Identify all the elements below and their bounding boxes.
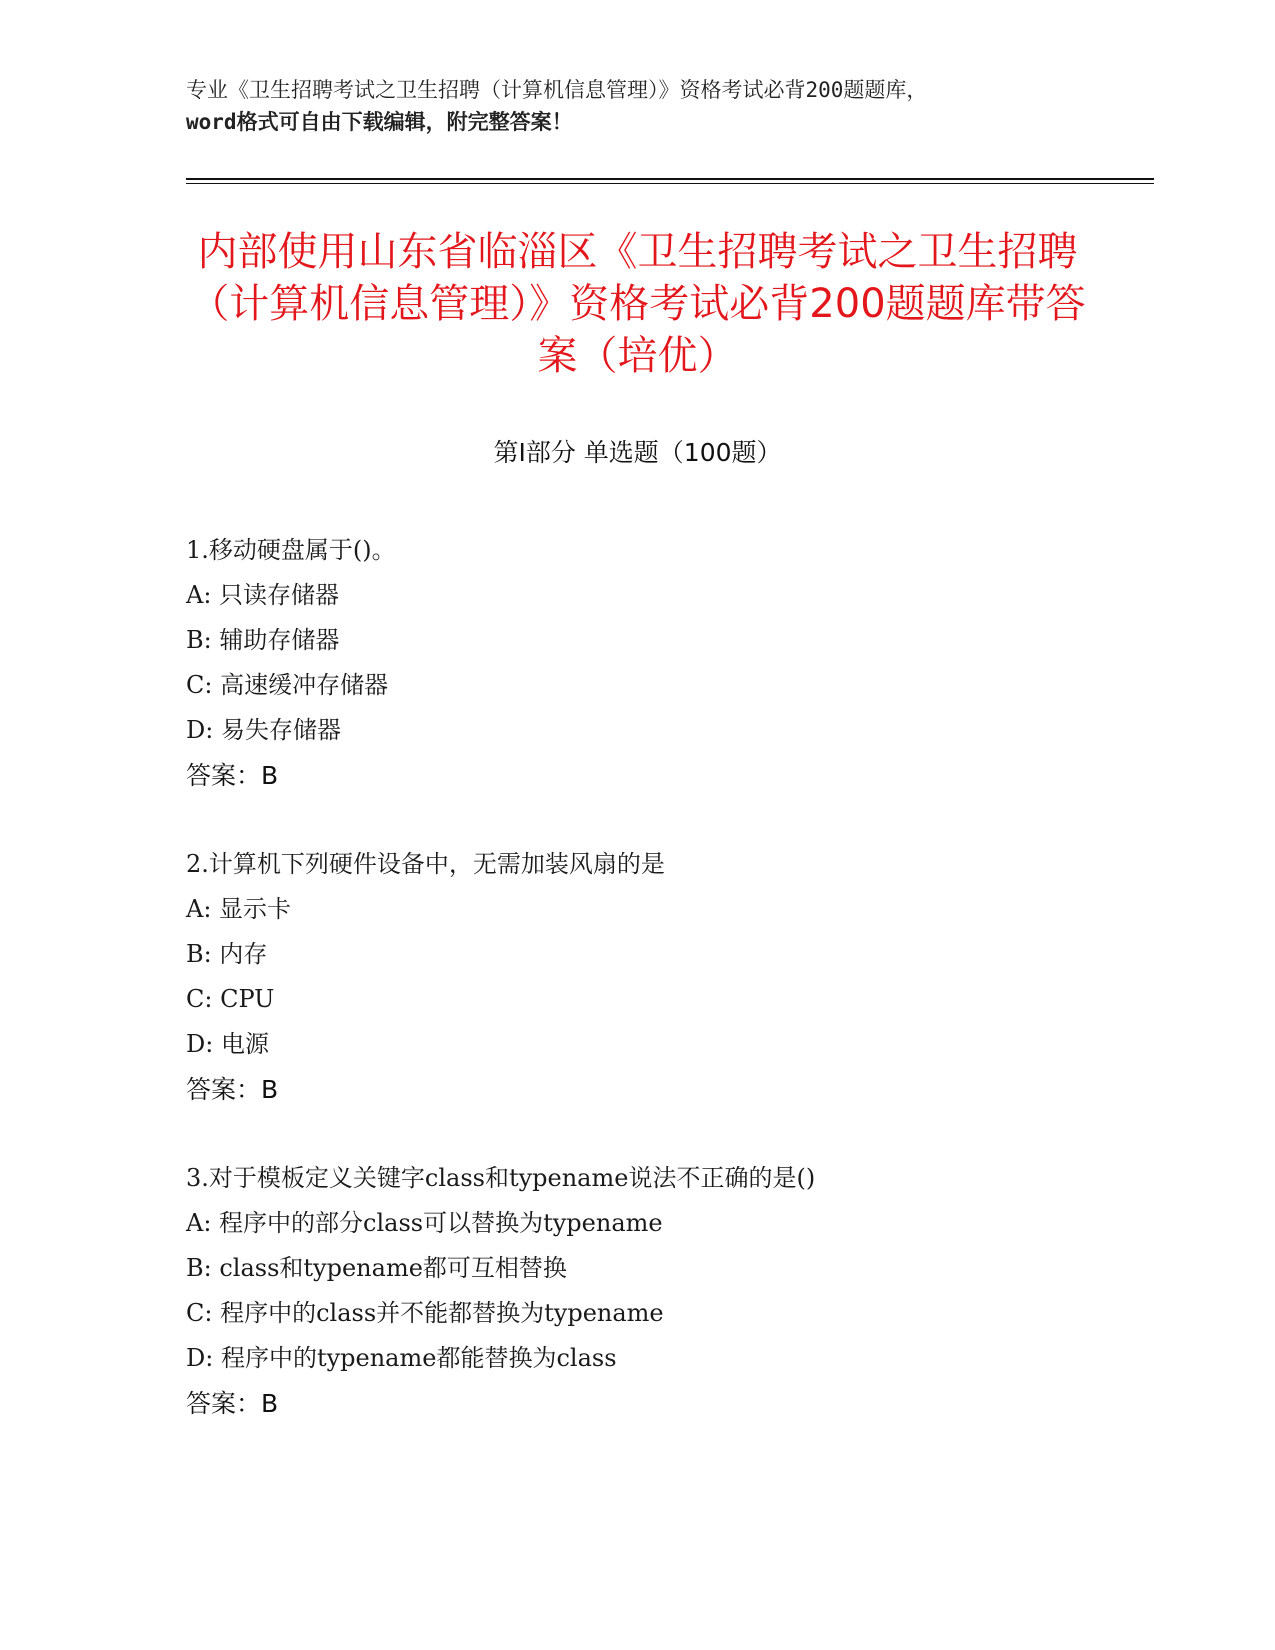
question-list xyxy=(186,528,1126,1470)
option-d: D: 易失存储器 xyxy=(186,716,341,744)
option-c: C: 高速缓冲存储器 xyxy=(186,671,389,699)
section-heading: 第I部分 单选题（100题） xyxy=(493,438,782,467)
header-rule-thick xyxy=(186,178,1154,180)
answer-line: 答案：B xyxy=(186,1389,279,1418)
option-a: A: 显示卡 xyxy=(186,895,292,923)
header-note xyxy=(186,74,1106,138)
document-title: 内部使用山东省临淄区《卫生招聘考试之卫生招聘（计算机信息管理）》资格考试必背200题题库带答案（培优） xyxy=(189,229,1086,379)
option-a: A: 程序中的部分class可以替换为typename xyxy=(186,1209,663,1237)
option-b: B: 内存 xyxy=(186,940,268,968)
answer-line: 答案：B xyxy=(186,1075,279,1104)
answer-line: 答案：B xyxy=(186,761,279,790)
header-rule-thin xyxy=(186,183,1154,184)
question-1 xyxy=(186,528,1126,798)
header-note-line2: word格式可自由下载编辑，附完整答案！ xyxy=(186,110,573,134)
question-stem: 1.移动硬盘属于()。 xyxy=(186,536,396,564)
option-a: A: 只读存储器 xyxy=(186,581,340,609)
option-d: D: 电源 xyxy=(186,1030,269,1058)
header-note-line1: 专业《卫生招聘考试之卫生招聘（计算机信息管理）》资格考试必背200题题库， xyxy=(186,78,928,102)
question-stem: 2.计算机下列硬件设备中，无需加装风扇的是 xyxy=(186,850,665,878)
option-c: C: 程序中的class并不能都替换为typename xyxy=(186,1299,664,1327)
option-d: D: 程序中的typename都能替换为class xyxy=(186,1344,617,1372)
option-c: C: CPU xyxy=(186,985,275,1013)
option-b: B: class和typename都可互相替换 xyxy=(186,1254,567,1282)
question-3 xyxy=(186,1156,1126,1426)
question-2 xyxy=(186,842,1126,1112)
option-b: B: 辅助存储器 xyxy=(186,626,340,654)
question-stem: 3.对于模板定义关键字class和typename说法不正确的是() xyxy=(186,1164,816,1192)
